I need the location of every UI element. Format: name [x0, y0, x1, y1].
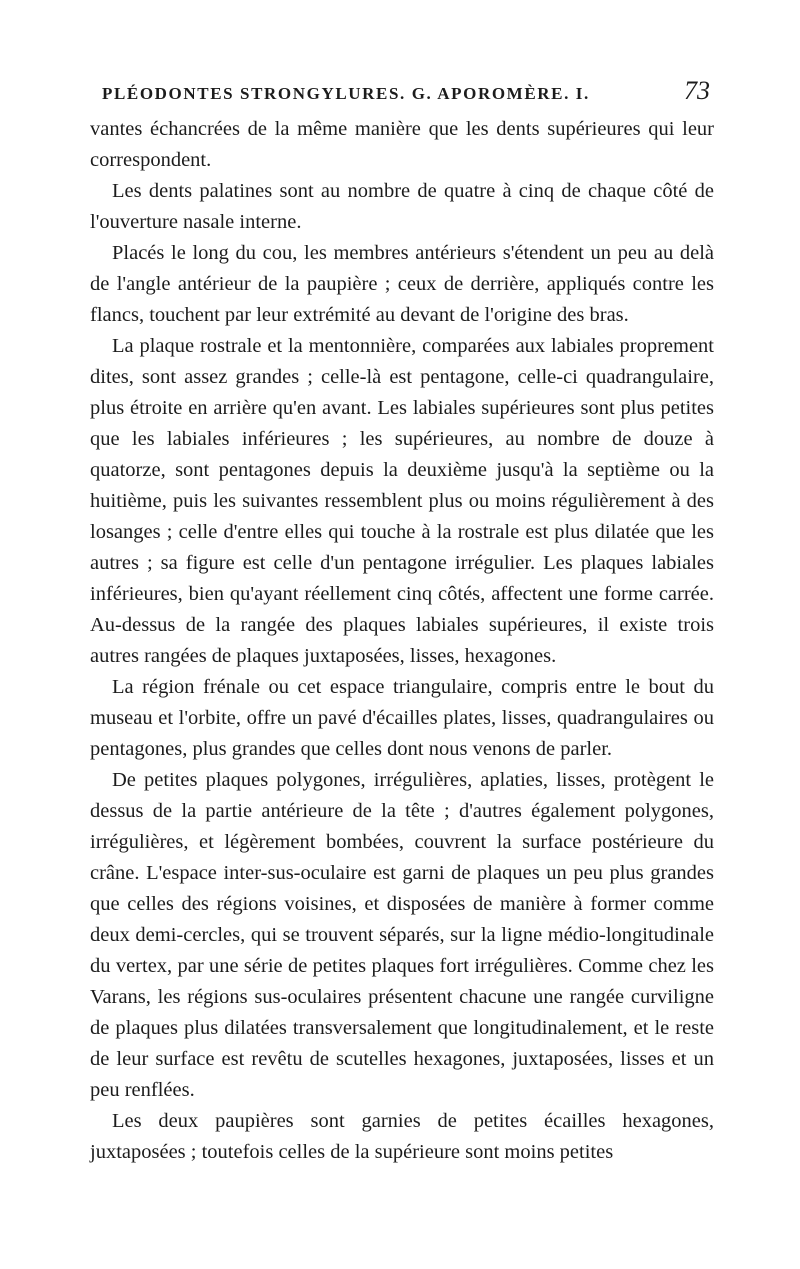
paragraph-eyelids: Les deux paupières sont garnies de petites écailles hexagones, juxtaposées ; toutefois celles de la supérieure sont moins petites: [90, 1110, 714, 1163]
paragraph-continuation: vantes échancrées de la même manière que les dents supérieures qui leur correspondent.: [90, 118, 714, 171]
paragraph-rostral-plate: La plaque rostrale et la mentonnière, comparées aux labiales proprement dites, sont assez grandes ; celle-là est pentagone, celle-ci quadrangulaire, plus étroite en arrière qu'en avant. Les labiales supérieures sont plus petites que les labiales inférieures ; les supérieures, au nombre de douze à quatorze, sont pentagones depuis la deuxième jusqu'à la septième ou la huitième, puis les suivantes ressemblent plus ou moins régulièrement à des losanges ; celle d'entre elles qui touche à la rostrale est plus dilatée que les autres ; sa figure est celle d'un pentagone irrégulier. Les plaques labiales inférieures, bien qu'ayant réellement cinq côtés, affectent une forme carrée. Au-dessus de la rangée des plaques labiales supérieures, il existe trois autres rangées de plaques juxtaposées, lisses, hexagones.: [90, 335, 714, 667]
paragraph-head-plates: De petites plaques polygones, irrégulières, aplaties, lisses, protègent le dessus de la partie antérieure de la tête ; d'autres également polygones, irrégulières, et légèrement bombées, couvrent la surface postérieure du crâne. L'espace inter-sus-oculaire est garni de plaques un peu plus grandes que celles des régions voisines, et disposées de manière à former comme deux demi-cercles, qui se trouvent séparés, sur la ligne médio-longitudinale du vertex, par une série de petites plaques fort irrégulières. Comme chez les Varans, les régions sus-oculaires présentent chacune une rangée curviligne de plaques plus dilatées transversalement que longitudinalement, et le reste de leur surface est revêtu de scutelles hexagones, juxtaposées, lisses et un peu renflées.: [90, 769, 714, 1101]
page-number: 73: [684, 76, 710, 105]
body-text: [90, 114, 714, 1168]
paragraph-palatine-teeth: Les dents palatines sont au nombre de quatre à cinq de chaque côté de l'ouverture nasale interne.: [90, 180, 714, 233]
paragraph-limbs: Placés le long du cou, les membres antérieurs s'étendent un peu au delà de l'angle antérieur de la paupière ; ceux de derrière, appliqués contre les flancs, touchent par leur extrémité au devant de l'origine des bras.: [90, 242, 714, 326]
running-title: PLÉODONTES STRONGYLURES. G. APOROMÈRE. I.: [102, 84, 590, 103]
running-head: [90, 78, 714, 108]
paragraph-frenal-region: La région frénale ou cet espace triangulaire, compris entre le bout du museau et l'orbite, offre un pavé d'écailles plates, lisses, quadrangulaires ou pentagones, plus grandes que celles dont nous venons de parler.: [90, 676, 714, 760]
